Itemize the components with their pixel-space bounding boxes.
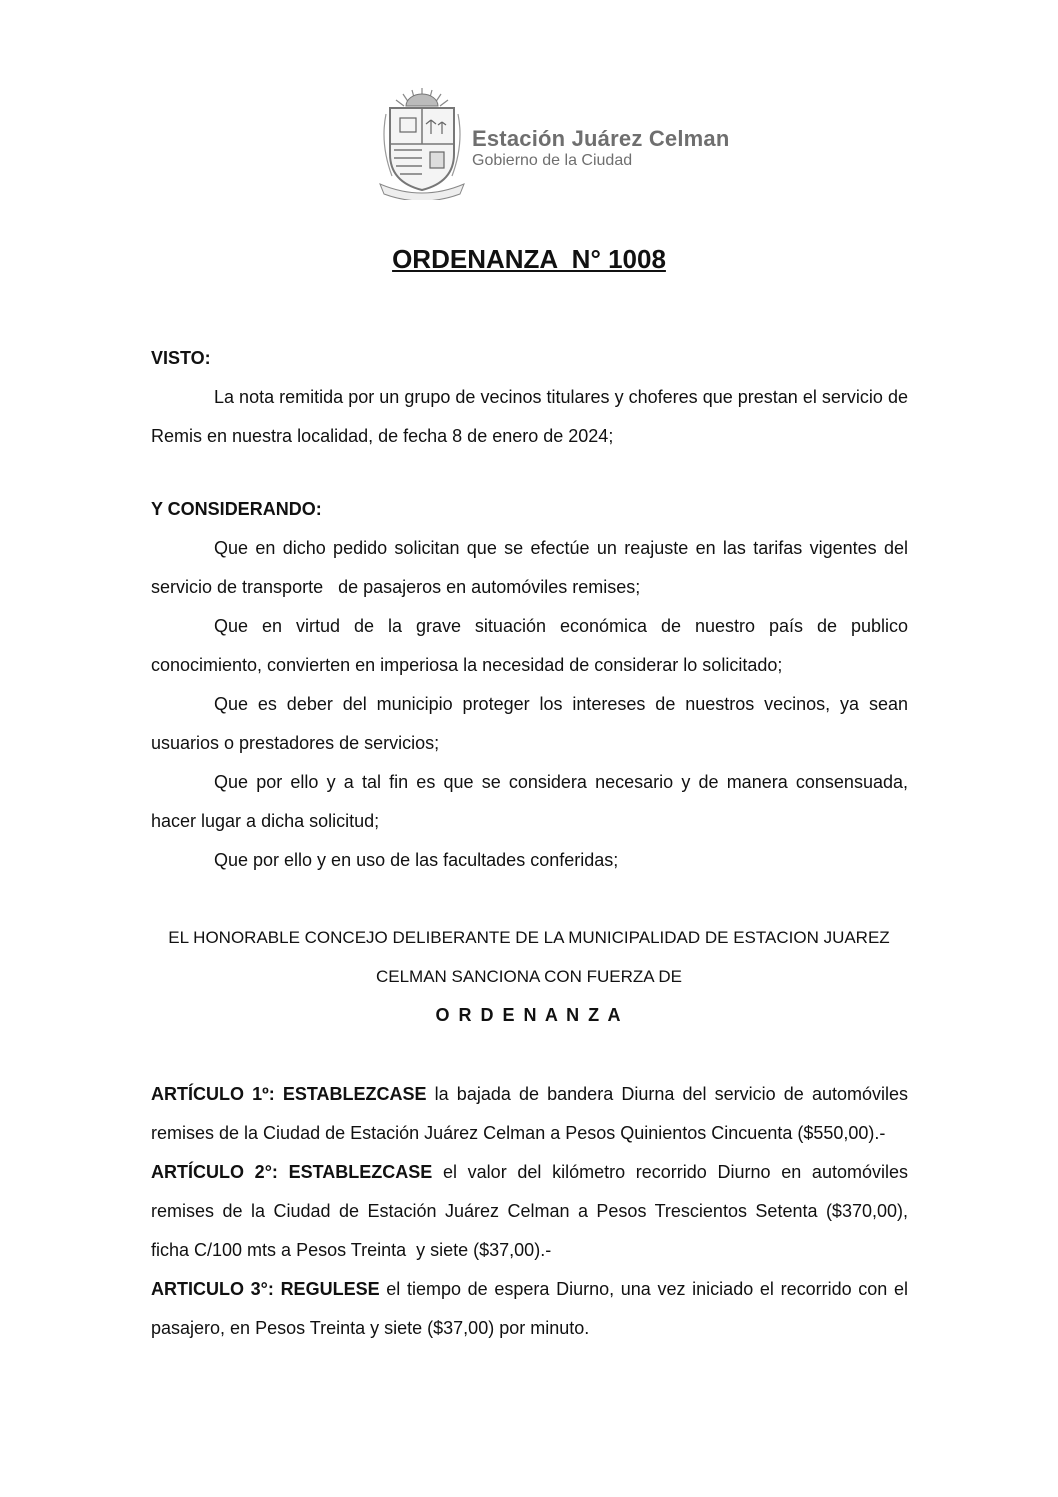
article-verb: ESTABLEZCASE (288, 1162, 433, 1182)
article-1 (151, 1075, 908, 1153)
document-title: ORDENANZA N° 1008 (392, 244, 666, 274)
visto-heading: VISTO: (151, 348, 211, 368)
article-label: ARTÍCULO 2°: (151, 1162, 278, 1182)
article-text: el valor del kilómetro recorrido Diurno en automóviles remises de la Ciudad de Estación Juárez Celman a Pesos Trescientos Setenta ($370,00), ficha C/100 mts a Pesos Treinta y siete ($37,00).- (151, 1162, 914, 1260)
sanciona-section (140, 918, 918, 1035)
organization-subtitle: Gobierno de la Ciudad (472, 152, 633, 169)
article-label: ARTÍCULO 1º: (151, 1084, 275, 1104)
article-verb: ESTABLEZCASE (282, 1084, 427, 1104)
considerando-paragraph: Que por ello y en uso de las facultades conferidas; (214, 850, 619, 870)
considerando-paragraph: Que por ello y a tal fin es que se considera necesario y de manera consensuada, hacer lugar a dicha solicitud; (151, 772, 908, 831)
considerando-paragraph: Que es deber del municipio proteger los intereses de nuestros vecinos, ya sean usuarios o prestadores de servicios; (151, 694, 908, 753)
organization-name: Estación Juárez Celman (472, 126, 730, 151)
articles-section (151, 1075, 914, 1348)
considerando-paragraph: Que en dicho pedido solicitan que se efectúe un reajuste en las tarifas vigentes del servicio de transporte de pasajeros en automóviles remises; (151, 538, 914, 597)
ordenanza-word: O R D E N A N Z A (435, 1005, 623, 1025)
considerando-paragraph: Que en virtud de la grave situación económica de nuestro país de publico conocimiento, convierten en imperiosa la necesidad de considerar lo solicitado; (151, 616, 908, 675)
article-verb: REGULESE (280, 1279, 380, 1299)
considerando-section (151, 490, 914, 880)
article-text: el tiempo de espera Diurno, una vez iniciado el recorrido con el pasajero, en Pesos Treinta y siete ($37,00) por minuto. (151, 1279, 908, 1338)
visto-section (151, 339, 908, 456)
sanciona-line: EL HONORABLE CONCEJO DELIBERANTE DE LA MUNICIPALIDAD DE ESTACION JUAREZ (168, 928, 890, 947)
visto-text: La nota remitida por un grupo de vecinos titulares y choferes que prestan el servicio de Remis en nuestra localidad, de fecha 8 de enero de 2024; (151, 387, 908, 446)
sanciona-line: CELMAN SANCIONA CON FUERZA DE (375, 967, 683, 986)
article-2 (151, 1153, 914, 1270)
considerando-heading: Y CONSIDERANDO: (151, 499, 322, 519)
article-text: la bajada de bandera Diurna del servicio de automóviles remises de la Ciudad de Estación Juárez Celman a Pesos Quinientos Cincuenta ($550,00).- (151, 1084, 908, 1143)
article-3 (151, 1270, 908, 1348)
letterhead (376, 84, 756, 204)
article-label: ARTICULO 3°: (151, 1279, 274, 1299)
municipal-coat-of-arms-icon (376, 84, 468, 200)
